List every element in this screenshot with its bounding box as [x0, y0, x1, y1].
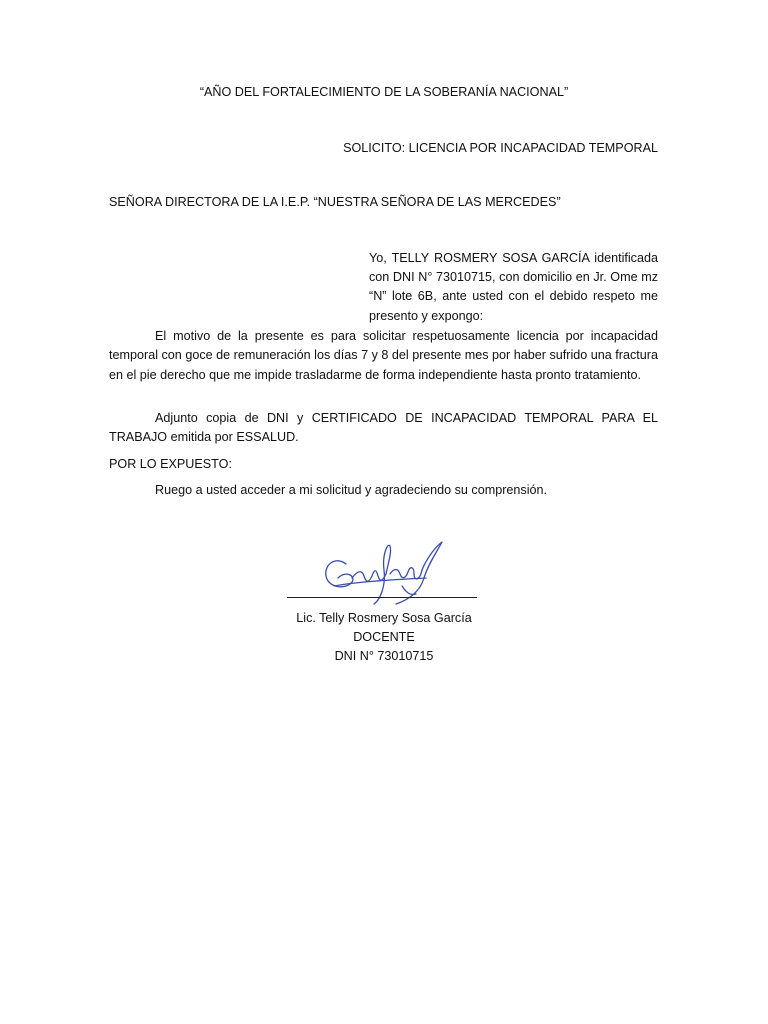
signer-role: DOCENTE — [353, 630, 415, 645]
reason-paragraph: El motivo de la presente es para solicitar respetuosamente licencia por incapacidad temporal con goce de remuneración los días 7 y 8 del presente mes por haber sufrido una fractura en el pie derecho que me impide trasladarme de forma independiente hasta pronto tratamiento. — [109, 329, 658, 382]
handwritten-signature — [316, 534, 456, 614]
closing-request: Ruego a usted acceder a mi solicitud y agradeciendo su comprensión. — [155, 483, 548, 497]
signer-dni: DNI N° 73010715 — [334, 649, 434, 664]
subject-line: SOLICITO: LICENCIA POR INCAPACIDAD TEMPORAL — [343, 141, 658, 155]
closing-heading: POR LO EXPUESTO: — [109, 457, 232, 471]
signature-line — [287, 597, 477, 598]
signature-block — [284, 609, 484, 667]
year-motto: “AÑO DEL FORTALECIMIENTO DE LA SOBERANÍA NACIONAL” — [199, 85, 569, 99]
intro-paragraph: Yo, TELLY ROSMERY SOSA GARCÍA identificada con DNI N° 73010715, con domicilio en Jr. Ome mz “N” lote 6B, ante usted con el debido respeto me presento y expongo: — [369, 251, 658, 323]
signer-name: Lic. Telly Rosmery Sosa García — [296, 611, 472, 625]
attachment-paragraph: Adjunto copia de DNI y CERTIFICADO DE INCAPACIDAD TEMPORAL PARA EL TRABAJO emitida por ESSALUD. — [109, 411, 658, 445]
addressee-line: SEÑORA DIRECTORA DE LA I.E.P. “NUESTRA SEÑORA DE LAS MERCEDES” — [109, 195, 561, 209]
